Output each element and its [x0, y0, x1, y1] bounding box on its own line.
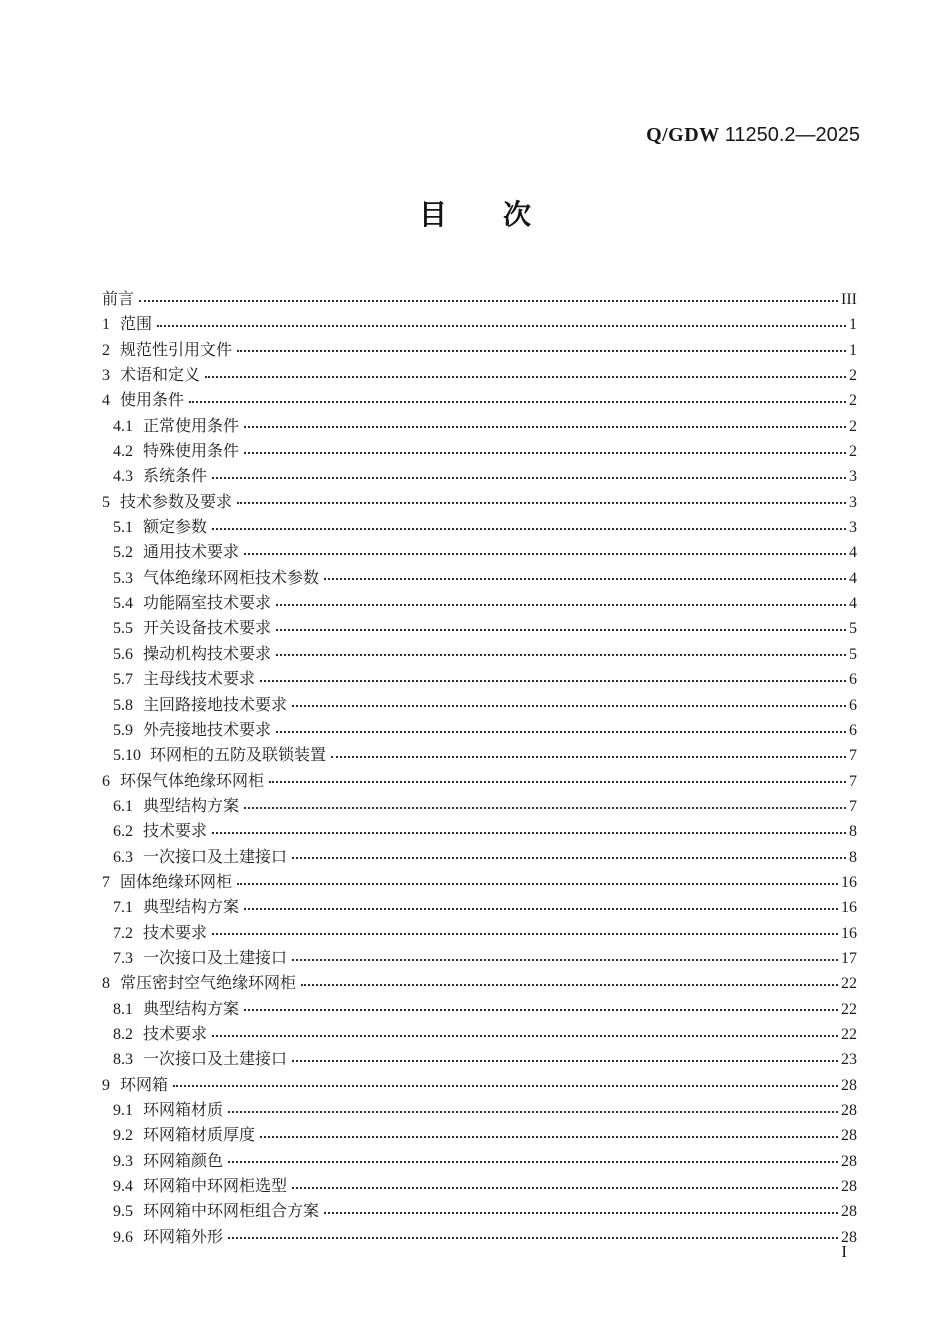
- toc-entry-title: 规范性引用文件: [120, 341, 233, 359]
- dot-leader: [276, 604, 846, 606]
- toc-entry-title: 环网箱材质: [143, 1102, 224, 1119]
- toc-entry-number: 1: [102, 316, 110, 334]
- toc-entry: [102, 997, 857, 1022]
- toc-entry-number: 5.6: [113, 645, 133, 663]
- toc-entry-number: 9: [102, 1076, 110, 1094]
- dot-leader: [292, 1060, 838, 1062]
- toc-entry-number: 5.10: [113, 747, 141, 765]
- toc-entry-title: 典型结构方案: [143, 1000, 240, 1018]
- toc-entry-title: 外壳接地技术要求: [143, 721, 272, 739]
- toc-entry-number: 7.1: [113, 899, 133, 917]
- toc-entry-number: 9.6: [113, 1228, 133, 1246]
- toc-entry-page: 2: [849, 417, 857, 435]
- toc-entry: [102, 312, 857, 337]
- toc-entry-page: 3: [849, 468, 857, 486]
- toc-entry-number: 5.3: [113, 569, 133, 587]
- toc-entry-number: 5.1: [113, 519, 133, 537]
- toc-entry-page: 3: [849, 493, 857, 511]
- toc-entry-number: 9.1: [113, 1102, 133, 1119]
- toc-entry: [102, 591, 857, 616]
- toc-entry-number: 5.9: [113, 721, 133, 739]
- page-title: 目 次: [418, 199, 531, 230]
- toc-entry-page: 5: [849, 645, 857, 663]
- toc-entry: [102, 464, 857, 489]
- toc-entry-page: 17: [841, 949, 857, 967]
- toc-entry: [102, 794, 857, 819]
- toc-entry-number: 8: [102, 975, 110, 993]
- toc-entry-page: 28: [841, 1127, 857, 1145]
- toc-entry-page: 22: [841, 1000, 857, 1018]
- dot-leader: [237, 350, 846, 352]
- toc-entry-number: 6.1: [113, 797, 133, 815]
- toc-entry: [102, 540, 857, 565]
- toc-entry: [102, 642, 857, 667]
- toc-entry-page: 22: [841, 1025, 857, 1043]
- toc-entry-page: 23: [841, 1051, 857, 1069]
- toc-entry-title: 常压密封空气绝缘环网柜: [120, 975, 297, 993]
- toc-entry-number: 9.4: [113, 1178, 133, 1196]
- toc-entry: [102, 1073, 857, 1098]
- toc-entry-number: 4.1: [113, 417, 133, 435]
- dot-leader: [244, 1009, 838, 1011]
- toc-entry: [102, 566, 857, 591]
- toc-entry-page: 6: [849, 696, 857, 714]
- toc-entry-page: 28: [841, 1152, 857, 1170]
- toc-entry-page: 2: [849, 392, 857, 410]
- toc-entry-number: 5: [102, 493, 110, 511]
- toc-entry: [102, 388, 857, 413]
- toc-entry-title: 环网箱材质厚度: [143, 1127, 256, 1145]
- toc-entry-page: 8: [849, 848, 857, 866]
- dot-leader: [212, 1035, 838, 1037]
- toc-entry-title: 操动机构技术要求: [143, 645, 272, 663]
- toc-entry-title: 固体绝缘环网柜: [120, 873, 233, 891]
- toc-entry-title: 主回路接地技术要求: [143, 696, 288, 714]
- toc-entry-number: 5.2: [113, 544, 133, 562]
- dot-leader: [331, 756, 846, 758]
- toc-entry-number: 6: [102, 772, 110, 790]
- toc-entry-page: 1: [849, 316, 857, 334]
- toc-entry: [102, 769, 857, 794]
- toc-entry-number: 7.2: [113, 924, 133, 942]
- toc-entry: [102, 845, 857, 870]
- toc-entry-title: 环网箱中环网柜选型: [143, 1178, 288, 1196]
- dot-leader: [324, 1212, 838, 1214]
- dot-leader: [244, 807, 846, 809]
- toc-entry: [102, 616, 857, 641]
- toc-entry-title: 通用技术要求: [143, 544, 240, 562]
- toc-entry-number: 6.3: [113, 848, 133, 866]
- toc-entry-number: 9.2: [113, 1127, 133, 1145]
- toc-entry-title: 典型结构方案: [143, 899, 240, 917]
- toc-entry-page: 28: [841, 1076, 857, 1094]
- toc-entry-page: 8: [849, 823, 857, 841]
- toc-entry-number: 7.3: [113, 949, 133, 967]
- dot-leader: [237, 502, 846, 504]
- toc-entry-number: 4: [102, 392, 110, 410]
- toc-entry-title: 一次接口及土建接口: [143, 1051, 288, 1069]
- toc-entry: [102, 1123, 857, 1148]
- toc-entry-number: 5.7: [113, 671, 133, 689]
- toc-entry: [102, 287, 857, 312]
- toc-entry-title: 环保气体绝缘环网柜: [120, 772, 265, 790]
- toc-entry: [102, 870, 857, 895]
- dot-leader: [269, 781, 846, 783]
- toc-entry-title: 功能隔室技术要求: [143, 595, 272, 613]
- toc-entry-page: 2: [849, 367, 857, 385]
- toc-entry-number: 6.2: [113, 823, 133, 841]
- dot-leader: [157, 325, 846, 327]
- toc-entry-page: 7: [849, 797, 857, 815]
- toc-entry-page: 4: [849, 595, 857, 613]
- dot-leader: [301, 984, 838, 986]
- toc-entry: [102, 1098, 857, 1123]
- toc-entry-title: 环网箱中环网柜组合方案: [143, 1203, 320, 1221]
- dot-leader: [228, 1161, 838, 1163]
- toc-entry-page: 4: [849, 569, 857, 587]
- dot-leader: [260, 680, 846, 682]
- dot-leader: [228, 1111, 838, 1113]
- toc-entry-page: 28: [841, 1203, 857, 1221]
- toc-entry-title: 典型结构方案: [143, 797, 240, 815]
- toc-entry-title: 技术要求: [143, 1025, 208, 1043]
- toc-entry: [102, 1149, 857, 1174]
- toc-entry-number: 8.3: [113, 1051, 133, 1069]
- toc-entry-number: 2: [102, 341, 110, 359]
- toc-entry-page: 5: [849, 620, 857, 638]
- dot-leader: [276, 654, 846, 656]
- dot-leader: [189, 401, 846, 403]
- toc-entry: [102, 1199, 857, 1224]
- toc-entry-number: 9.5: [113, 1203, 133, 1221]
- toc-entry-page: 6: [849, 721, 857, 739]
- dot-leader: [324, 578, 846, 580]
- toc-entry-page: 3: [849, 519, 857, 537]
- dot-leader: [173, 1085, 838, 1087]
- dot-leader: [244, 452, 846, 454]
- toc-entry-title: 技术参数及要求: [120, 493, 233, 511]
- dot-leader: [292, 1187, 838, 1189]
- dot-leader: [276, 731, 846, 733]
- toc-entry-number: 5.4: [113, 595, 133, 613]
- toc-entry-page: 6: [849, 671, 857, 689]
- toc-entry-page: 16: [841, 924, 857, 942]
- toc-entry-page: 16: [841, 873, 857, 891]
- dot-leader: [212, 832, 846, 834]
- toc-entry-title: 技术要求: [143, 823, 208, 841]
- toc-entry-title: 范围: [120, 316, 153, 334]
- toc-entry-page: 28: [841, 1102, 857, 1119]
- toc-entry: [102, 718, 857, 743]
- dot-leader: [292, 857, 846, 859]
- toc-entry-page: 7: [849, 772, 857, 790]
- dot-leader: [244, 908, 838, 910]
- toc-entry-title: 术语和定义: [120, 367, 201, 385]
- toc-entry-page: 1: [849, 341, 857, 359]
- dot-leader: [212, 528, 846, 530]
- toc-entry-number: 9.3: [113, 1152, 133, 1170]
- toc-entry-page: 16: [841, 899, 857, 917]
- dot-leader: [244, 426, 846, 428]
- toc-entry-title: 环网箱: [120, 1076, 169, 1094]
- toc-entry-number: 8.2: [113, 1025, 133, 1043]
- toc-entry-title: 系统条件: [143, 468, 208, 486]
- toc-entry-number: 5.8: [113, 696, 133, 714]
- toc-entry-title: 主母线技术要求: [143, 671, 256, 689]
- toc-entry: [102, 1047, 857, 1072]
- toc-entry: [102, 971, 857, 996]
- toc-entry: [102, 515, 857, 540]
- toc-entry-title: 额定参数: [143, 519, 208, 537]
- dot-leader: [212, 933, 838, 935]
- toc-entry: [102, 743, 857, 768]
- toc-entry-page: 4: [849, 544, 857, 562]
- toc-entry-page: 2: [849, 443, 857, 461]
- dot-leader: [292, 959, 838, 961]
- toc-entry: [102, 693, 857, 718]
- toc-entry: [102, 921, 857, 946]
- toc-entry-title: 技术要求: [143, 924, 208, 942]
- dot-leader: [276, 629, 846, 631]
- toc-entry: [102, 946, 857, 971]
- toc-entry-page: 28: [841, 1178, 857, 1196]
- toc-entry-number: 8.1: [113, 1000, 133, 1018]
- dot-leader: [205, 376, 846, 378]
- dot-leader: [228, 1237, 838, 1239]
- toc-entry-title: 环网箱颜色: [143, 1152, 224, 1170]
- toc-entry-title: 一次接口及土建接口: [143, 848, 288, 866]
- dot-leader: [139, 300, 838, 302]
- dot-leader: [237, 883, 838, 885]
- toc-entry-title: 前言: [102, 291, 135, 308]
- toc-entry-title: 开关设备技术要求: [143, 620, 272, 638]
- standard-code: Q/GDW: [646, 124, 720, 146]
- toc-entry-number: 5.5: [113, 620, 133, 638]
- toc-list: [102, 287, 857, 1250]
- toc-entry: [102, 667, 857, 692]
- toc-entry-page: 28: [841, 1228, 857, 1246]
- toc-entry-title: 环网箱外形: [143, 1228, 224, 1246]
- toc-entry: [102, 490, 857, 515]
- toc-entry: [102, 338, 857, 363]
- dot-leader: [260, 1136, 838, 1138]
- toc-entry: [102, 819, 857, 844]
- toc-entry-number: 4.3: [113, 468, 133, 486]
- dot-leader: [244, 553, 846, 555]
- footer-page-number: I: [841, 1242, 847, 1261]
- toc-entry-title: 特殊使用条件: [143, 443, 240, 461]
- toc-entry: [102, 439, 857, 464]
- dot-leader: [292, 705, 846, 707]
- toc-entry-title: 一次接口及土建接口: [143, 949, 288, 967]
- toc-entry-title: 正常使用条件: [143, 417, 240, 435]
- toc-entry-number: 7: [102, 873, 110, 891]
- toc-entry-title: 环网柜的五防及联锁装置: [150, 747, 327, 765]
- toc-entry-page: 22: [841, 975, 857, 993]
- toc-entry-number: 4.2: [113, 443, 133, 461]
- toc-entry-title: 使用条件: [120, 392, 185, 410]
- toc-entry: [102, 363, 857, 388]
- standard-number: 11250.2—2025: [724, 124, 860, 146]
- toc-entry: [102, 414, 857, 439]
- toc-entry-page: III: [841, 291, 857, 308]
- dot-leader: [212, 477, 846, 479]
- toc-entry-number: 3: [102, 367, 110, 385]
- toc-entry: [102, 1022, 857, 1047]
- toc-entry: [102, 1174, 857, 1199]
- document-header: [646, 124, 860, 146]
- toc-entry-page: 7: [849, 747, 857, 765]
- toc-entry: [102, 895, 857, 920]
- toc-entry-title: 气体绝缘环网柜技术参数: [143, 569, 320, 587]
